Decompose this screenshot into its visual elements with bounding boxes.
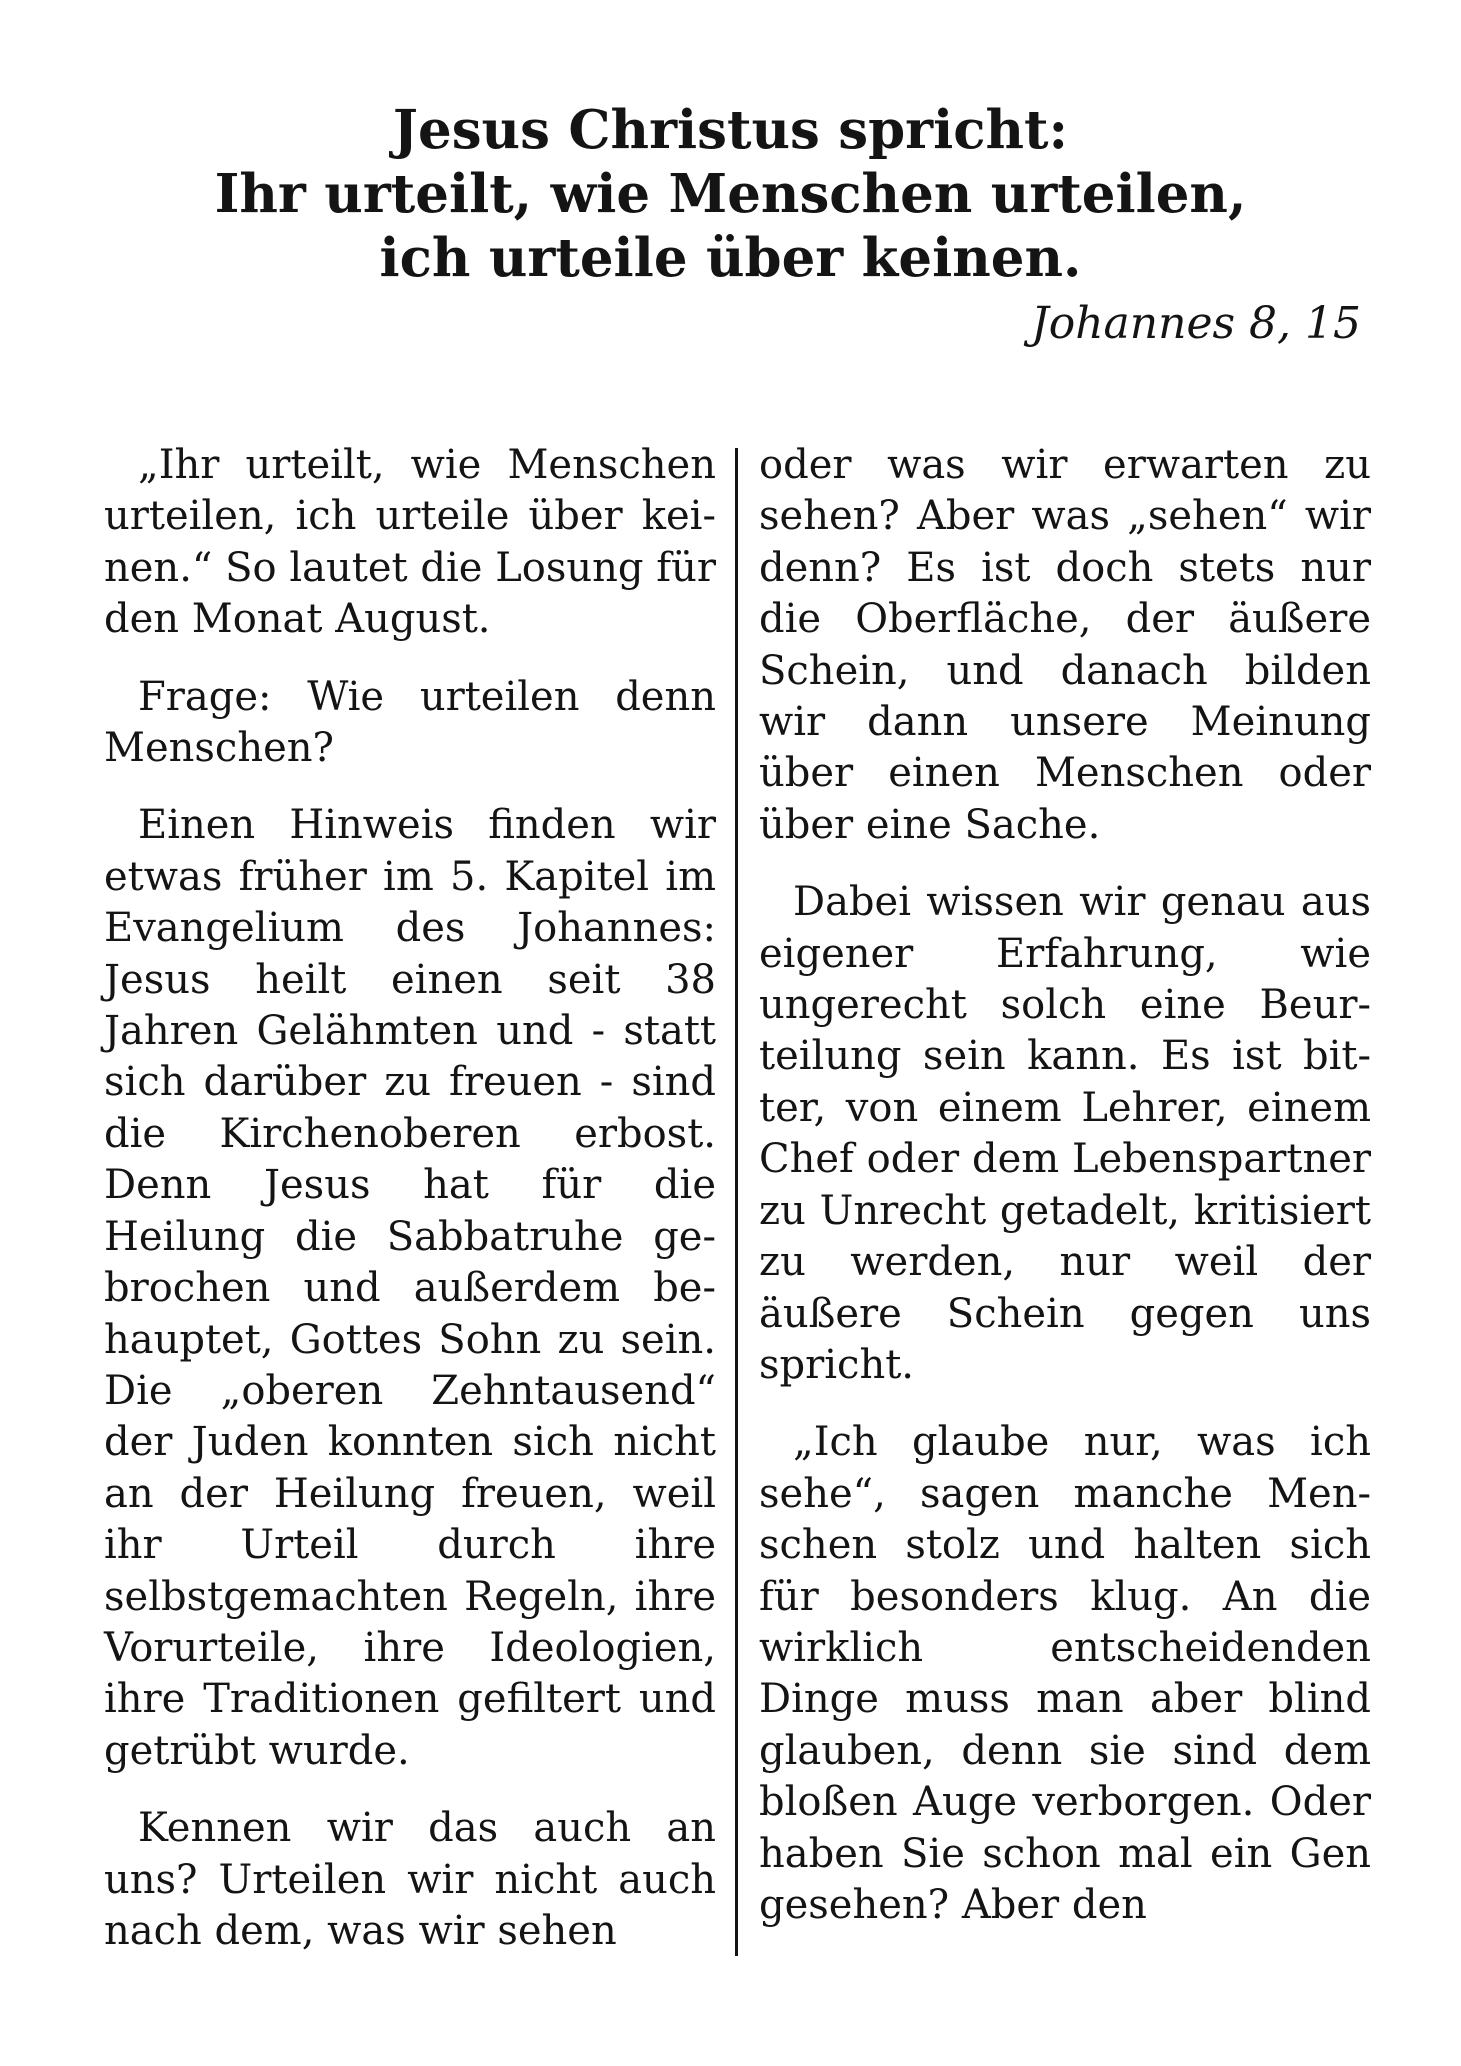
page-title xyxy=(0,98,1461,290)
bible-reference: Johannes 8, 15 xyxy=(1031,298,1361,349)
paragraph: Frage: Wie urteilen denn Menschen? xyxy=(104,673,716,772)
right-column xyxy=(759,440,1371,1931)
paragraph: „Ich glaube nur, was ich sehe“, sagen manche Menschen stolz und halten sich für besonders klug. An die wirklich entscheidenden Dinge muss man aber blind glauben, denn sie sind dem bloßen Auge verborgen. Oder haben Sie schon mal ein Gen gesehen? Aber den xyxy=(759,1419,1371,1928)
paragraph: Einen Hinweis finden wir etwas früher im 5. Kapitel im Evangelium des Johannes: Jesus heilt einen seit 38 Jahren Gelähmten und - statt sich darüber zu freuen - sind die Kirchenoberen erbost. Denn Jesus hat für die Heilung die Sabbatruhe gebrochen und außerdem behauptet, Gottes Sohn zu sein. Die „oberen Zehntausend“ der Juden konnten sich nicht an der Heilung freuen, weil ihr Urteil durch ihre selbstgemachten Regeln, ihre Vorurteile, ihre Ideologien, ihre Traditionen gefiltert und getrübt wurde. xyxy=(104,802,716,1774)
title-line-3: ich urteile über keinen. xyxy=(379,227,1082,289)
column-divider xyxy=(735,448,738,1956)
title-line-2: Ihr urteilt, wie Menschen urteilen, xyxy=(214,163,1247,225)
paragraph: oder was wir erwarten zu sehen? Aber was „sehen“ wir denn? Es ist doch stets nur die Oberfläche, der äußere Schein, und danach bilden wir dann unsere Meinung über einen Menschen oder über eine Sache. xyxy=(759,442,1371,848)
paragraph: „Ihr urteilt, wie Menschen urteilen, ich urteile über keinen.“ So lautet die Losung für den Monat August. xyxy=(104,442,716,643)
paragraph: Kennen wir das auch an uns? Urteilen wir nicht auch nach dem, was wir sehen xyxy=(104,1805,716,1954)
left-column xyxy=(104,440,716,1957)
title-line-1: Jesus Christus spricht: xyxy=(392,99,1069,161)
paragraph: Dabei wissen wir genau aus eigener Erfahrung, wie ungerecht solch eine Beurteilung sein kann. Es ist bitter, von einem Lehrer, einem Chef oder dem Lebenspartner zu Unrecht getadelt, kritisiert zu werden, nur weil der äußere Schein gegen uns spricht. xyxy=(759,879,1371,1388)
